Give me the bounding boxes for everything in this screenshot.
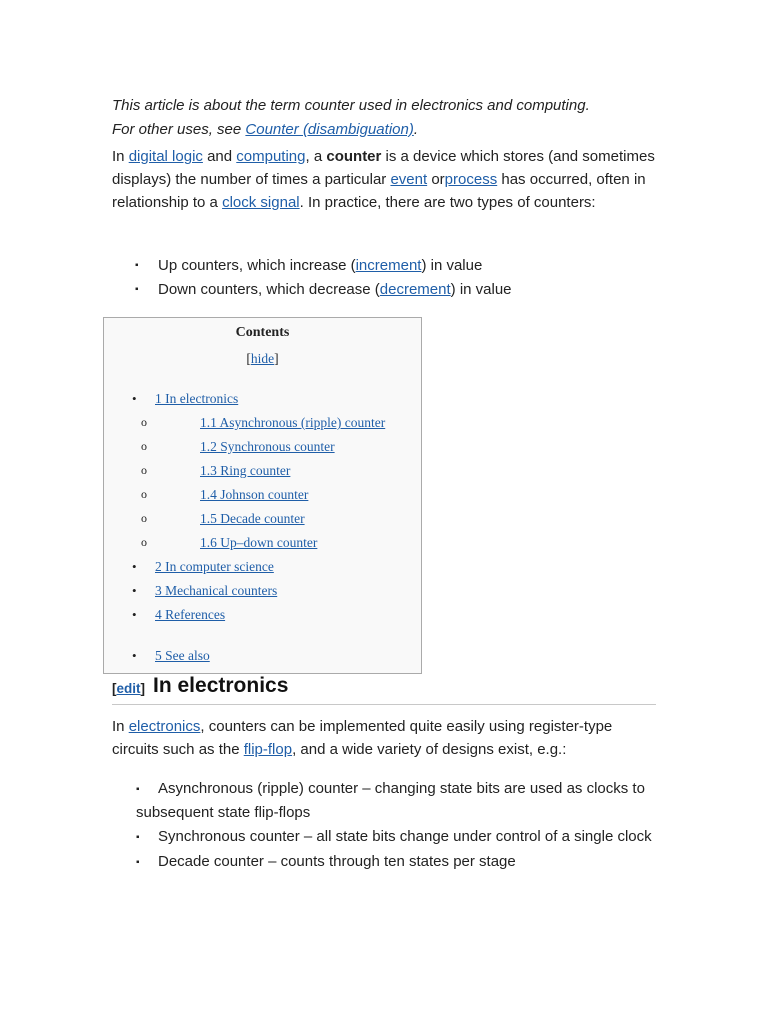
counter-term: counter xyxy=(326,148,382,165)
circle-bullet-icon: o xyxy=(141,535,147,549)
list-item-text: Down counters, which decrease ( xyxy=(158,281,380,298)
toc-title: Contents xyxy=(235,325,290,340)
paragraph-text: In xyxy=(112,718,129,735)
list-item-text: ) in value xyxy=(421,257,483,274)
bullet-icon: ▪ xyxy=(135,260,139,271)
process-link[interactable]: process xyxy=(444,171,498,188)
section-heading xyxy=(112,674,656,705)
bullet-icon: ▪ xyxy=(136,832,140,843)
section-title: In electronics xyxy=(153,674,289,697)
toc-link[interactable]: 3 Mechanical counters xyxy=(155,583,278,598)
hatnote-prefix: For other uses, see xyxy=(112,121,246,138)
intro-text: or xyxy=(427,171,445,188)
toc-link[interactable]: 1.4 Johnson counter xyxy=(200,487,309,502)
intro-text: is a device which stores (and sometimes displays) the number of times a particular xyxy=(112,148,655,188)
edit-link[interactable]: edit xyxy=(116,681,141,696)
toc-link[interactable]: 1 In electronics xyxy=(155,391,239,406)
toc-hide-control xyxy=(104,351,421,367)
list-item xyxy=(112,278,672,302)
bullet-icon: ▪ xyxy=(135,284,139,295)
bracket: ] xyxy=(140,681,146,696)
toc-link[interactable]: 1.6 Up–down counter xyxy=(200,535,318,550)
intro-text: In xyxy=(112,148,129,165)
toc-item-references xyxy=(132,607,226,623)
counter-types-list xyxy=(112,254,672,302)
toc-link[interactable]: 2 In computer science xyxy=(155,559,274,574)
toc-link[interactable]: 1.3 Ring counter xyxy=(200,463,291,478)
hatnote-suffix: . xyxy=(413,121,418,138)
intro-text: and xyxy=(202,148,237,165)
toc-item-mechanical-counters xyxy=(132,583,278,599)
counter-designs-list xyxy=(112,777,672,875)
bullet-icon: • xyxy=(132,648,137,663)
list-item xyxy=(112,777,672,824)
toc-item-up-down-counter xyxy=(141,535,318,551)
list-item-text: Up counters, which increase ( xyxy=(158,257,356,274)
table-of-contents xyxy=(103,317,422,674)
list-item xyxy=(112,254,672,278)
bracket: [ xyxy=(112,681,117,696)
clock-signal-link[interactable]: clock signal xyxy=(222,194,300,211)
list-item-text: Asynchronous (ripple) counter – changing state bits are used as clocks to subsequent state flip-flops xyxy=(136,780,645,821)
paragraph-text: , counters can be implemented quite easily using register-type circuits such as the xyxy=(112,718,613,758)
toc-item-johnson-counter xyxy=(141,487,309,503)
list-item-text: Decade counter – counts through ten states per stage xyxy=(158,853,516,870)
flip-flop-link[interactable]: flip-flop xyxy=(243,741,293,758)
list-item xyxy=(112,825,672,849)
bullet-icon: • xyxy=(132,559,137,574)
paragraph-text: , and a wide variety of designs exist, e.g.: xyxy=(292,741,567,758)
toc-link[interactable]: 4 References xyxy=(155,607,226,622)
bullet-icon: ▪ xyxy=(136,784,140,795)
bullet-icon: • xyxy=(132,583,137,598)
list-item-text: ) in value xyxy=(450,281,512,298)
intro-text: , a xyxy=(305,148,327,165)
toc-item-asynchronous-counter xyxy=(141,415,386,431)
increment-link[interactable]: increment xyxy=(355,257,422,274)
circle-bullet-icon: o xyxy=(141,511,147,525)
toc-item-ring-counter xyxy=(141,463,291,479)
toc-hide-link[interactable]: hide xyxy=(250,351,275,366)
bullet-icon: • xyxy=(132,607,137,622)
edit-control xyxy=(112,681,145,696)
bracket: ] xyxy=(274,351,279,366)
bullet-icon: ▪ xyxy=(136,857,140,868)
circle-bullet-icon: o xyxy=(141,415,147,429)
intro-paragraph xyxy=(112,145,657,214)
toc-link[interactable]: 1.1 Asynchronous (ripple) counter xyxy=(200,415,386,430)
computing-link[interactable]: computing xyxy=(236,148,306,165)
electronics-link[interactable]: electronics xyxy=(128,718,201,735)
bracket: [ xyxy=(246,351,251,366)
toc-link[interactable]: 1.5 Decade counter xyxy=(200,511,305,526)
toc-link[interactable]: 5 See also xyxy=(155,648,210,663)
digital-logic-link[interactable]: digital logic xyxy=(128,148,203,165)
toc-item-computer-science xyxy=(132,559,274,575)
list-item xyxy=(112,850,672,874)
electronics-paragraph xyxy=(112,715,652,761)
bullet-icon: • xyxy=(132,391,137,406)
toc-item-synchronous-counter xyxy=(141,439,335,455)
hatnote-text: This article is about the term counter used in electronics and computing. xyxy=(112,97,590,114)
circle-bullet-icon: o xyxy=(141,463,147,477)
list-item-text: Synchronous counter – all state bits change under control of a single clock xyxy=(158,828,652,845)
toc-item-decade-counter xyxy=(141,511,305,527)
intro-text: has occurred, often in relationship to a xyxy=(112,171,646,211)
toc-item-see-also xyxy=(132,648,210,664)
toc-link[interactable]: 1.2 Synchronous counter xyxy=(200,439,335,454)
event-link[interactable]: event xyxy=(390,171,428,188)
disambiguation-link[interactable]: Counter (disambiguation) xyxy=(245,121,414,138)
circle-bullet-icon: o xyxy=(141,439,147,453)
intro-text: . In practice, there are two types of counters: xyxy=(299,194,596,211)
decrement-link[interactable]: decrement xyxy=(379,281,451,298)
hatnote xyxy=(112,94,672,142)
toc-item-in-electronics xyxy=(132,391,239,407)
circle-bullet-icon: o xyxy=(141,487,147,501)
